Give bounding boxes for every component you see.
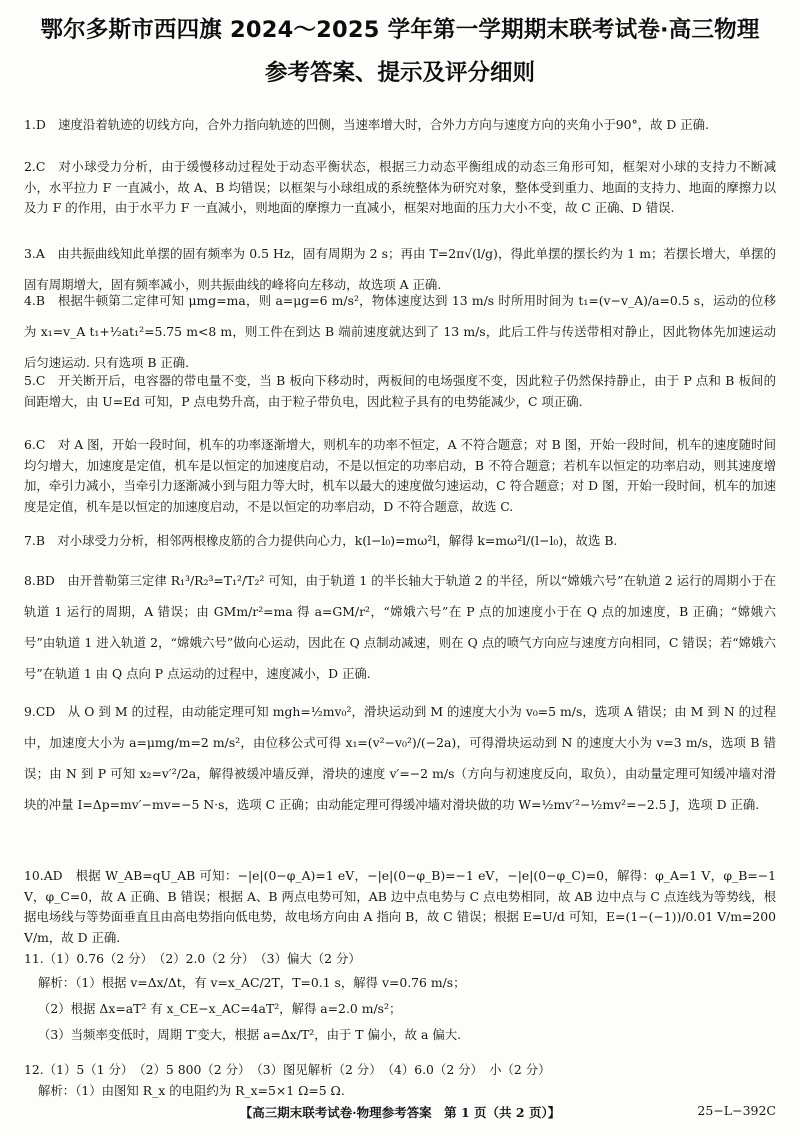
answer-item-5: 5.C 开关断开后，电容器的带电量不变，当 B 板向下移动时，两板间的电场强度不变，因此粒子仍然保持静止，由于 P 点和 B 板间的间距增大，由 U=Ed 可知，P 点电势升高，由于粒子带负电，因此粒子具有的电势能减少，C 项正确. [24, 373, 776, 409]
answer-item-1: 1.D 速度沿着轨迹的切线方向，合外力指向轨迹的凹侧，当速率增大时，合外力方向与速度方向的夹角小于90°，故 D 正确. [24, 117, 709, 132]
answer-item-11-analysis-1: 解析：（1）根据 v=Δx/Δt，有 v=x_AC/2T，T=0.1 s，解得 v=0.76 m/s； [38, 974, 466, 990]
answer-item-11-scores: 11.（1）0.76（2 分） （2）2.0（2 分） （3）偏大（2 分） [24, 951, 361, 966]
answer-item-3: 3.A 由共振曲线知此单摆的固有频率为 0.5 Hz，固有周期为 2 s；再由 T=2π√(l/g)，得此单摆的摆长约为 1 m；若摆长增大，单摆的固有周期增大，固有频率减小，则共振曲线的峰将向左移动，故选项 A 正确. [24, 246, 776, 292]
answer-item-7: 7.B 对小球受力分析，相邻两根橡皮筋的合力提供向心力，k(l−l₀)=mω²l，解得 k=mω²l/(l−l₀)，故选 B. [24, 533, 618, 548]
answer-item-11-analysis-3: （3）当频率变低时，周期 T′变大，根据 a=Δx/T²，由于 T 偏小，故 a 偏大. [38, 1026, 462, 1042]
footer-paper-code: 25−L−392C [697, 1103, 776, 1118]
answer-item-12-scores: 12.（1）5（1 分） （2）5 800（2 分） （3）图见解析（2 分） （4）6.0（2 分） 小（2 分） [24, 1062, 551, 1077]
footer-page-info: 【高三期末联考试卷·物理参考答案 第 1 页（共 2 页）】 [239, 1105, 561, 1120]
document-title: 鄂尔多斯市西四旗 2024～2025 学年第一学期期末联考试卷·高三物理 [40, 17, 760, 43]
answer-item-12 [24, 1060, 776, 1101]
answer-item-2: 2.C 对小球受力分析，由于缓慢移动过程处于动态平衡状态，根据三力动态平衡组成的动态三角形可知，框架对小球的支持力不断减小，水平拉力 F 一直减小，故 A、B 均错误；以框架与小球组成的系统整体为研究对象，整体受到重力、地面的支持力、地面的摩擦力以及力 F 的作用，由于水平力 F 一直减小，则地面的摩擦力一直减小，框架对地面的压力大小不变，故 C 正确、D 错误. [24, 159, 776, 215]
answer-item-6: 6.C 对 A 图，开始一段时间，机车的功率逐渐增大，则机车的功率不恒定，A 不符合题意；对 B 图，开始一段时间，机车的速度随时间均匀增大，加速度是定值，机车是以恒定的加速度启动，不是以恒定的功率启动，B 不符合题意；若机车以恒定的功率启动，则其速度增加，牵引力减小，当牵引力逐渐减小到与阻力等大时，机车以最大的速度做匀速运动，C 符合题意；对 D 图，开始一段时间，机车的加速度是定值，机车是以恒定的加速度启动，不是以恒定的功率启动，D 不符合题意，故选 C. [24, 437, 776, 514]
answer-item-9: 9.CD 从 O 到 M 的过程，由动能定理可知 mgh=½mv₀²，滑块运动到 M 的速度大小为 v₀=5 m/s，选项 A 错误；由 M 到 N 的过程中，加速度大小为 a=μmg/m=2 m/s²，由位移公式可得 x₁=(v²−v₀²)/(−2a)，可得滑块运动到 N 的速度大小为 v=3 m/s，选项 B 错误；由 N 到 P 可知 x₂=v′²/2a，解得被缓冲墙反弹，滑块的速度 v′=−2 m/s（方向与初速度反向，取负），由动量定理可知缓冲墙对滑块的冲量 I=Δp=mv′−mv=−5 N·s，选项 C 正确；由动能定理可得缓冲墙对滑块做的功 W=½mv′²−½mv²=−2.5 J，选项 D 正确. [24, 704, 776, 812]
answer-item-11-analysis-2: （2）根据 Δx=aT² 有 x_CE−x_AC=4aT²，解得 a=2.0 m/s²； [38, 1000, 402, 1016]
answer-item-10: 10.AD 根据 W_AB=qU_AB 可知：−|e|(0−φ_A)=1 eV，−|e|(0−φ_B)=−1 eV，−|e|(0−φ_C)=0，解得：φ_A=1 V，φ_B=−1 V，φ_C=0，故 A 正确、B 错误；根据 A、B 两点电势可知，AB 边中点电势与 C 点电势相同，故 AB 边中点与 C 点连线为等势线，根据电场线与等势面垂直且由高电势指向低电势，故电场方向由 A 指向 B，故 C 错误；根据 E=U/d 可知，E=(1−(−1))/0.01 V/m=200 V/m，故 D 正确. [24, 868, 776, 945]
answer-item-12-analysis-1: 解析：（1）由图知 R_x 的电阻约为 R_x=5×1 Ω=5 Ω. [38, 1082, 345, 1098]
answer-item-4: 4.B 根据牛顿第二定律可知 μmg=ma，则 a=μg=6 m/s²，物体速度达到 13 m/s 时所用时间为 t₁=(v−v_A)/a=0.5 s，运动的位移为 x₁=v_A t₁+½at₁²=5.75 m<8 m，则工件在到达 B 端前速度就达到了 13 m/s，此后工件与传送带相对静止，因此物体先加速运动后匀速运动. 只有选项 B 正确. [24, 293, 776, 370]
answer-item-11 [24, 949, 776, 1048]
document-subtitle: 参考答案、提示及评分细则 [264, 60, 535, 86]
answer-item-8: 8.BD 由开普勒第三定律 R₁³/R₂³=T₁²/T₂² 可知，由于轨道 1 的半长轴大于轨道 2 的半径，所以“嫦娥六号”在轨道 2 运行的周期小于在轨道 1 运行的周期，A 错误；由 GMm/r²=ma 得 a=GM/r²，“嫦娥六号”在 P 点的加速度小于在 Q 点的加速度，B 正确；“嫦娥六号”由轨道 1 进入轨道 2，“嫦娥六号”做向心运动，因此在 Q 点制动减速，则在 Q 点的喷气方向应与速度方向相同，C 错误；若“嫦娥六号”在轨道 1 由 Q 点向 P 点运动的过程中，速度减小，D 正确. [24, 573, 776, 681]
